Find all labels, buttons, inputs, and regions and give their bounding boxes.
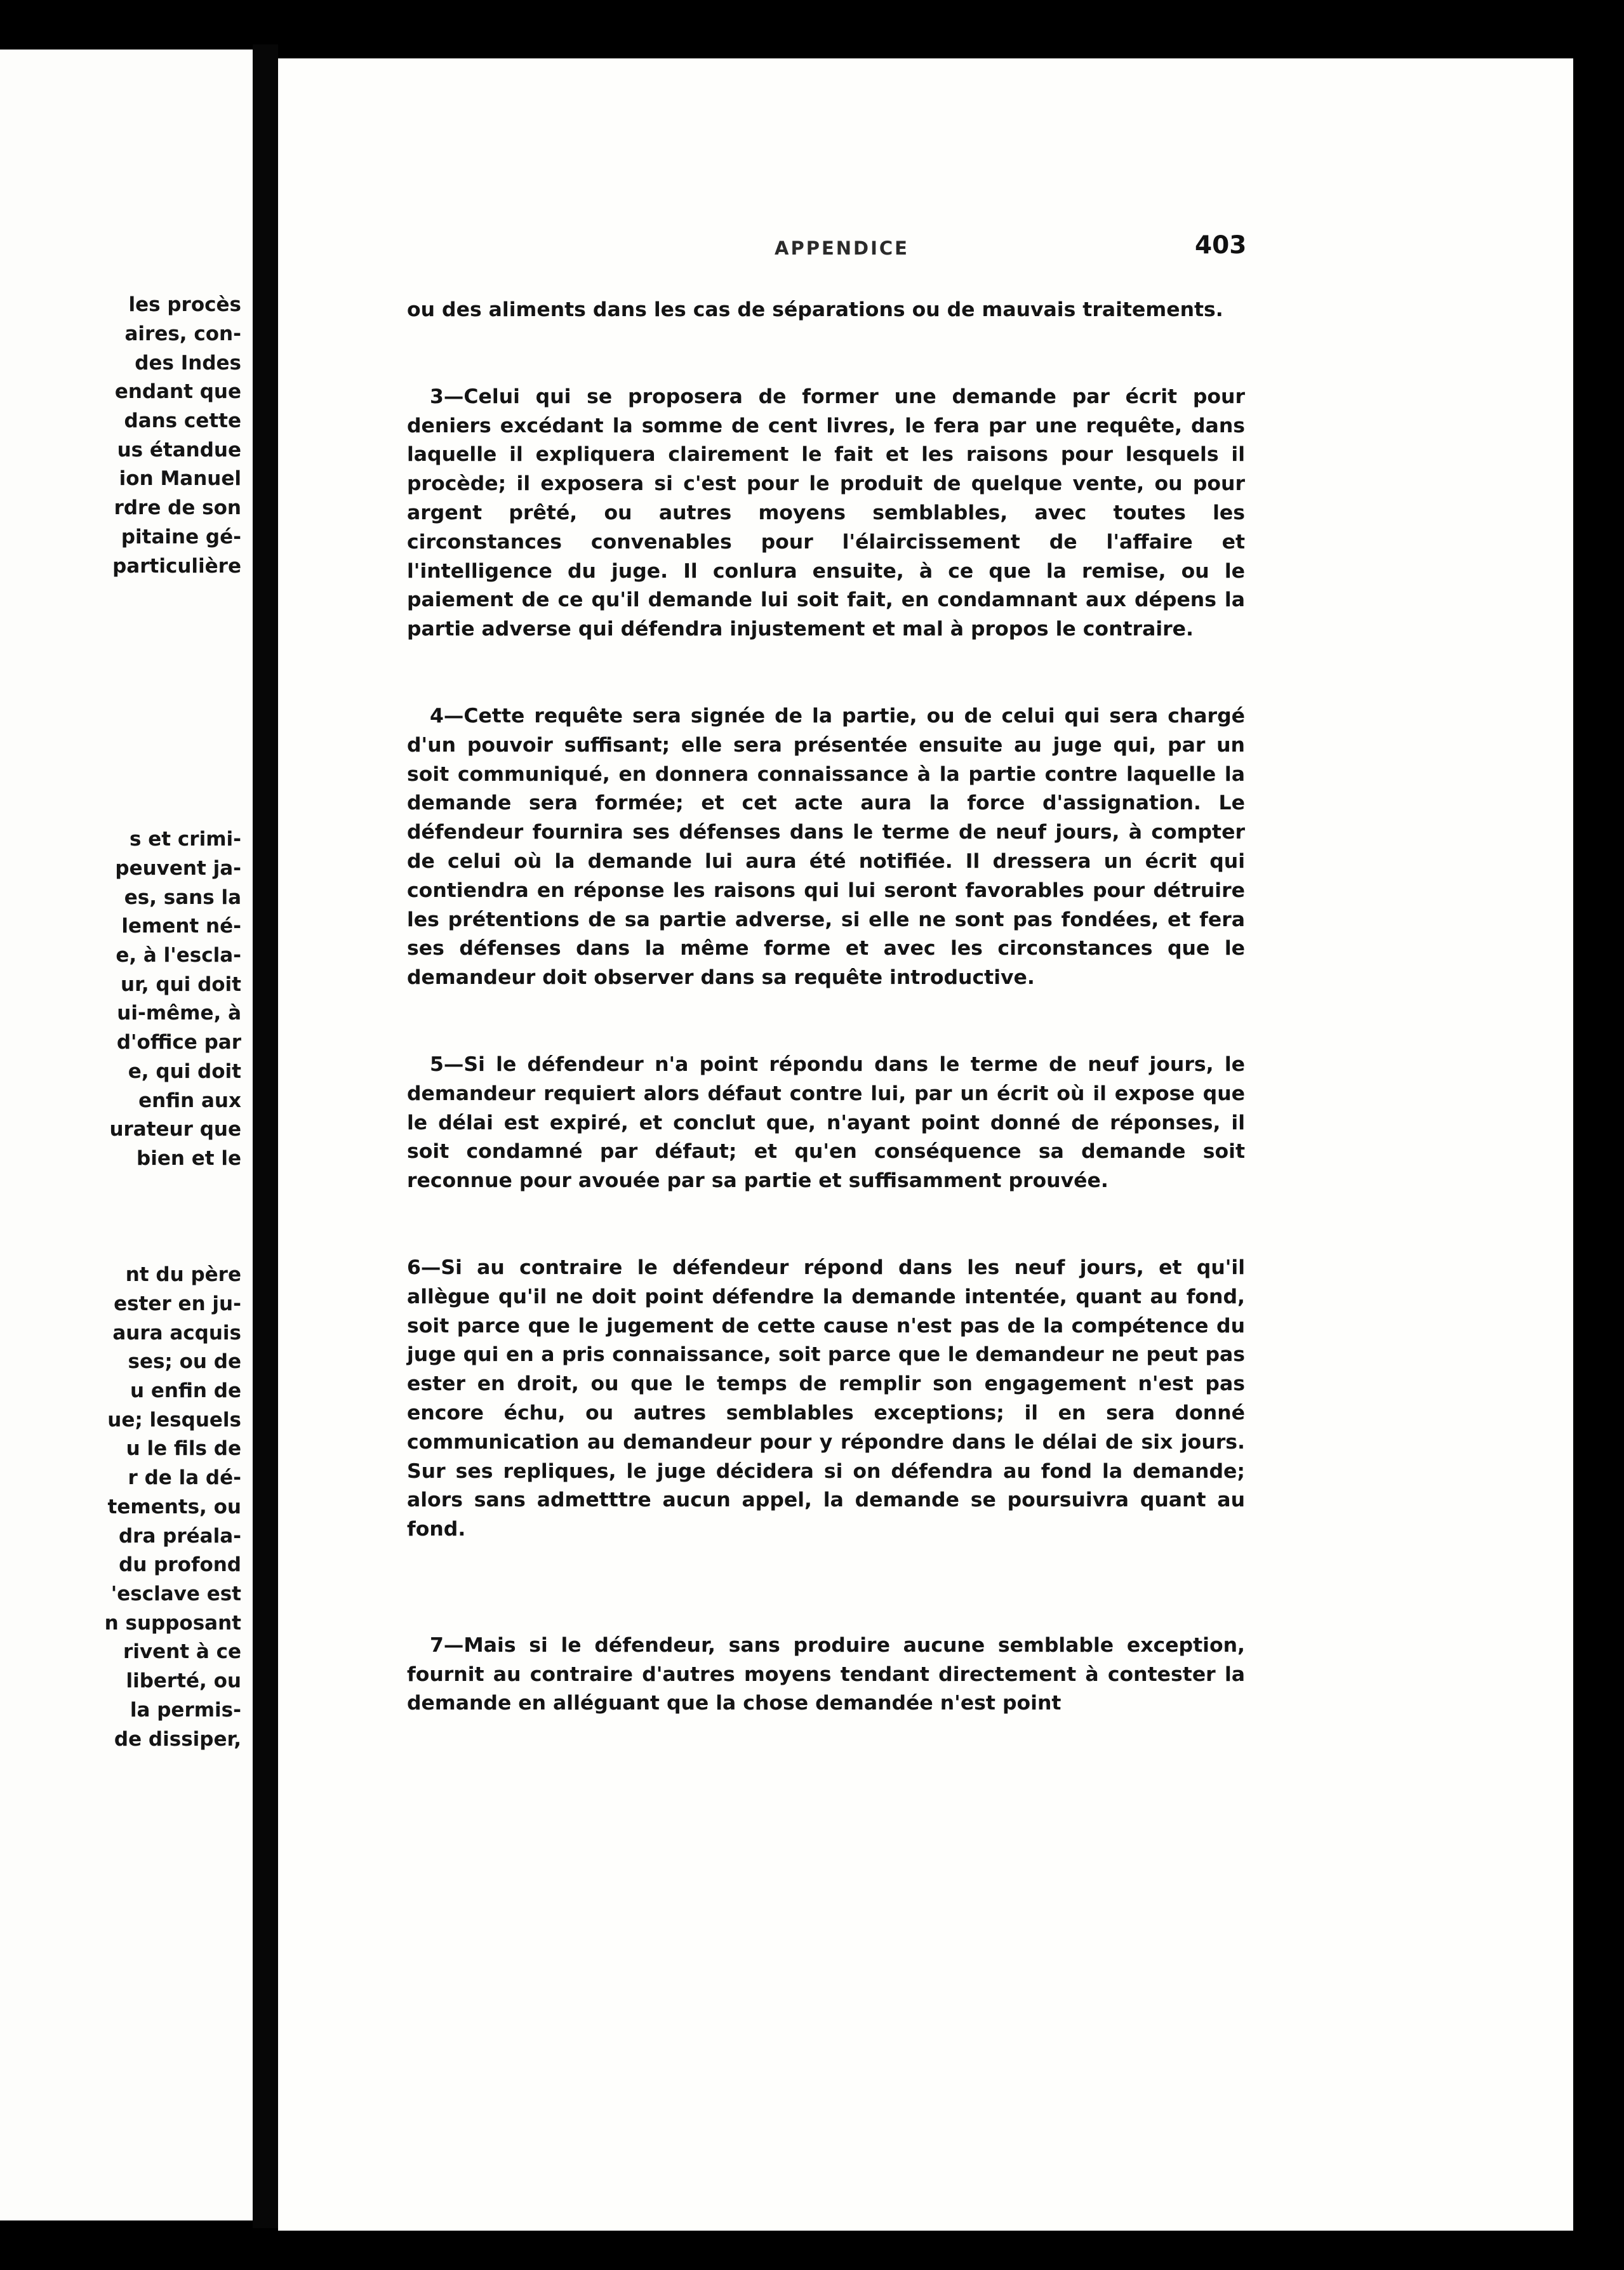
left-page-line: u le fils de bbox=[126, 1437, 241, 1460]
left-page-line: lement né- bbox=[121, 915, 241, 938]
left-page-line: ses; ou de bbox=[128, 1350, 241, 1373]
left-page-line: 'esclave est bbox=[110, 1583, 241, 1605]
left-page-line: r de la dé- bbox=[128, 1466, 241, 1489]
left-page-line: dra préala- bbox=[118, 1525, 241, 1548]
left-page-line: ur, qui doit bbox=[121, 973, 241, 996]
left-page-line: us étandue bbox=[117, 439, 241, 461]
left-page-line: es, sans la bbox=[124, 886, 241, 909]
left-page-line: liberté, ou bbox=[126, 1669, 241, 1692]
left-page-line: la permis- bbox=[130, 1699, 241, 1722]
page-number: 403 bbox=[1195, 231, 1247, 260]
left-page-line: ui-même, à bbox=[117, 1002, 241, 1025]
left-page-line: endant que bbox=[114, 380, 241, 403]
left-page-line: s et crimi- bbox=[130, 828, 241, 851]
left-page-line: aires, con- bbox=[124, 322, 241, 345]
left-page-line: ue; lesquels bbox=[107, 1409, 241, 1431]
running-head: APPENDICE bbox=[775, 237, 909, 259]
left-page-line: aura acquis bbox=[112, 1322, 241, 1344]
left-page-line: nt du père bbox=[125, 1263, 241, 1286]
paragraph-article-3: 3—Celui qui se proposera de former une demande par écrit pour deniers excédant la somme de cent livres, le fera par une requête, dans laquelle il expliquera clairement le fait et les raisons pour lesquels il procède; il exposera si c'est pour le produit de quelque vente, ou pour argent prêté, ou autres moyens semblables, avec toutes les circonstances convenables pour l'élaircissement de l'affaire et l'intelligence du juge. Il conlura ensuite, à ce que la remise, ou le paiement de ce qu'il demande lui soit fait, en condamnant aux dépens la partie adverse qui défendra injustement et mal à propos le contraire. bbox=[407, 385, 1245, 641]
left-page-line: tements, ou bbox=[107, 1496, 241, 1518]
left-page-line: e, à l'escla- bbox=[116, 944, 241, 967]
paragraph-article-7: 7—Mais si le défendeur, sans produire aucune semblable exception, fournit au contraire d'autres moyens tendant directement à contester la demande en alléguant que la chose demandée n'est point bbox=[407, 1633, 1245, 1715]
left-page-line: ester en ju- bbox=[114, 1292, 241, 1315]
left-page-line: rivent à ce bbox=[123, 1640, 241, 1663]
page-body bbox=[407, 296, 1245, 1718]
left-facing-page bbox=[0, 50, 253, 2220]
book-gutter bbox=[253, 44, 278, 2228]
left-page-line: urateur que bbox=[109, 1118, 241, 1141]
left-page-line: dans cette bbox=[124, 409, 241, 432]
paragraph-article-6: 6—Si au contraire le défendeur répond dans les neuf jours, et qu'il allègue qu'il ne doit point défendre la demande intentée, quant au fond, soit parce que le jugement de cette cause n'est pas de la compétence du juge qui en a pris connaissance, soit parce que le demandeur ne peut pas ester en droit, ou que le temps de remplir son engagement n'est pas encore échu, ou autres semblables exceptions; il en sera donné communication au demandeur pour y répondre dans le délai de six jours. Sur ses repliques, le juge décidera si on défendra au fond la demande; alors sans admetttre aucun appel, la demande se poursuivra quant au fond. bbox=[407, 1256, 1245, 1541]
left-page-line: enfin aux bbox=[138, 1089, 241, 1112]
left-page-line: e, qui doit bbox=[128, 1060, 241, 1083]
left-page-line: bien et le bbox=[136, 1147, 241, 1170]
left-page-line: les procès bbox=[128, 293, 241, 316]
left-page-line: ion Manuel bbox=[119, 467, 241, 490]
left-page-line: particulière bbox=[112, 555, 241, 578]
paragraph-continued: ou des aliments dans les cas de séparations ou de mauvais traitements. bbox=[407, 298, 1223, 321]
left-page-line: pitaine gé- bbox=[121, 526, 241, 548]
left-page-line: u enfin de bbox=[130, 1379, 241, 1402]
left-page-line: des Indes bbox=[135, 352, 241, 375]
paragraph-article-5: 5—Si le défendeur n'a point répondu dans le terme de neuf jours, le demandeur requiert alors défaut contre lui, par un écrit où il expose que le délai est expiré, et conclut que, n'ayant point donné de réponses, il soit condamné par défaut; et qu'en conséquence sa demande soit reconnue pour avouée par sa partie et suffisamment prouvée. bbox=[407, 1052, 1245, 1193]
left-page-line: n supposant bbox=[104, 1612, 241, 1635]
paragraph-article-4: 4—Cette requête sera signée de la partie, ou de celui qui sera chargé d'un pouvoir suffisant; elle sera présentée ensuite au juge qui, par un soit communiqué, en donnera connaissance à la partie contre laquelle la demande sera formée; et cet acte aura la force d'assignation. Le défendeur fournira ses défenses dans le terme de neuf jours, à compter de celui où la demande lui aura été notifiée. Il dressera un écrit qui contiendra en réponse les raisons qui lui seront favorables pour détruire les prétentions de sa partie adverse, si elle ne sont pas fondées, et fera ses défenses dans la même forme et avec les circonstances que le demandeur doit observer dans sa requête introductive. bbox=[407, 704, 1245, 990]
left-page-line: d'office par bbox=[116, 1031, 241, 1054]
left-page-line: rdre de son bbox=[114, 496, 241, 519]
left-page-line: peuvent ja- bbox=[115, 857, 241, 880]
left-page-line: du profond bbox=[119, 1553, 241, 1576]
left-page-line: de dissiper, bbox=[114, 1728, 241, 1751]
